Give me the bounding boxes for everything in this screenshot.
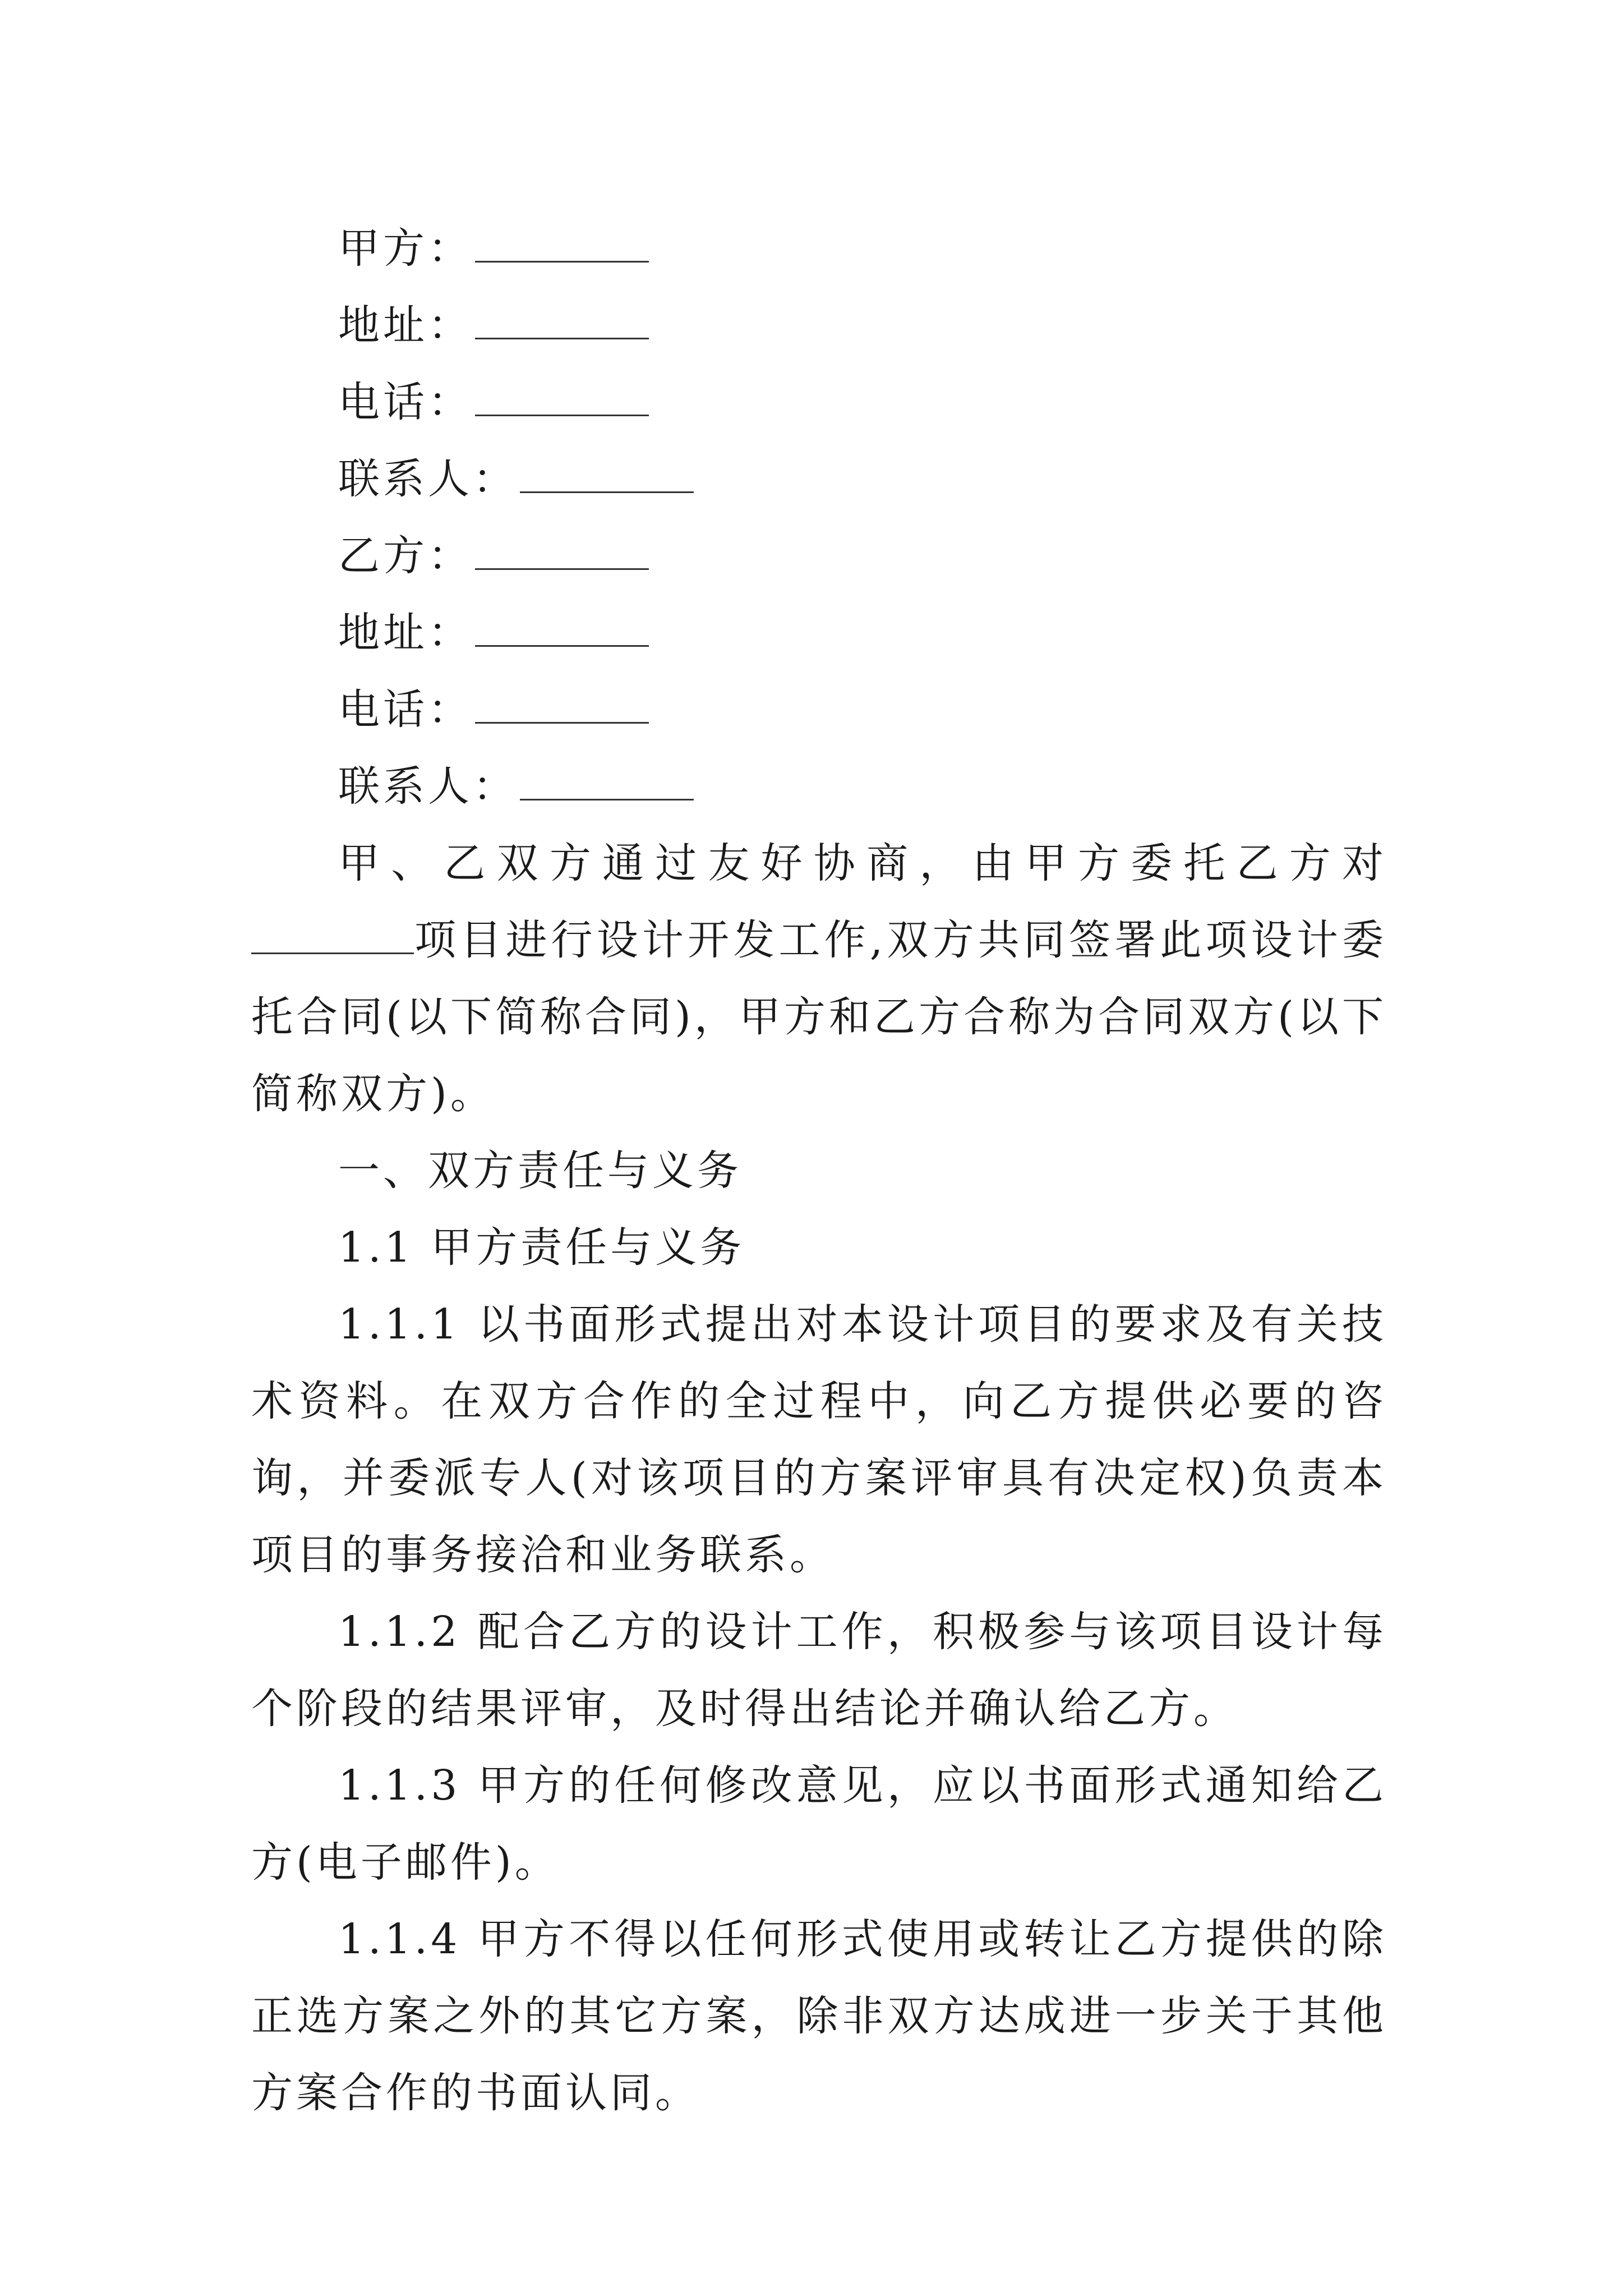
party-a-name-line xyxy=(251,210,1387,287)
party-b-address-line xyxy=(251,595,1387,671)
party-b-phone-blank[interactable] xyxy=(475,720,649,724)
party-b-phone-line xyxy=(251,671,1387,748)
intro-paragraph xyxy=(251,825,1387,1133)
clause-1-1-2: 1.1.2 配合乙方的设计工作，积极参与该项目设计每个阶段的结果评审，及时得出结论并确认给乙方。 xyxy=(251,1608,1387,1733)
party-b-name-blank[interactable] xyxy=(475,566,649,570)
party-a-address-blank[interactable] xyxy=(475,335,649,339)
party-b-phone-label: 电话： xyxy=(338,685,473,734)
sub-section-heading: 1.1 甲方责任与义务 xyxy=(338,1223,745,1272)
party-b-address-label: 地址： xyxy=(338,609,473,657)
party-a-contact-blank[interactable] xyxy=(520,489,694,493)
party-a-name-label: 甲方： xyxy=(338,224,473,273)
party-a-address-label: 地址： xyxy=(338,301,473,349)
clause-1-1-3: 1.1.3 甲方的任何修改意见，应以书面形式通知给乙方(电子邮件)。 xyxy=(251,1761,1387,1887)
party-b-contact-blank[interactable] xyxy=(520,797,694,800)
party-b-contact-line xyxy=(251,748,1387,825)
party-b-name-line xyxy=(251,518,1387,595)
document-body xyxy=(251,210,1387,2132)
section-heading: 一、双方责任与义务 xyxy=(338,1147,742,1195)
party-b-address-blank[interactable] xyxy=(475,643,649,647)
party-a-phone-line xyxy=(251,364,1387,441)
party-a-name-blank[interactable] xyxy=(475,259,649,263)
clause-1-1-1: 1.1.1 以书面形式提出对本设计项目的要求及有关技术资料。在双方合作的全过程中，向乙方提供必要的咨询，并委派专人(对该项目的方案评审具有决定权)负责本项目的事务接洽和业务联系。 xyxy=(251,1300,1387,1579)
project-name-blank[interactable] xyxy=(251,950,414,954)
intro-text-after: 项目进行设计开发工作,双方共同签署此项设计委托合同(以下简称合同)，甲方和乙方合称为合同双方(以下简称双方)。 xyxy=(251,916,1387,1118)
party-a-address-line xyxy=(251,287,1387,364)
party-a-contact-line xyxy=(251,441,1387,518)
party-a-phone-label: 电话： xyxy=(338,378,473,426)
party-b-name-label: 乙方： xyxy=(338,532,473,580)
intro-text-before: 甲、乙双方通过友好协商，由甲方委托乙方对 xyxy=(338,839,1387,887)
clause-1-1-4: 1.1.4 甲方不得以任何形式使用或转让乙方提供的除正选方案之外的其它方案，除非双方达成进一步关于其他方案合作的书面认同。 xyxy=(251,1915,1387,2117)
party-a-contact-label: 联系人： xyxy=(338,455,518,503)
party-a-phone-blank[interactable] xyxy=(475,412,649,416)
party-b-contact-label: 联系人： xyxy=(338,762,518,811)
